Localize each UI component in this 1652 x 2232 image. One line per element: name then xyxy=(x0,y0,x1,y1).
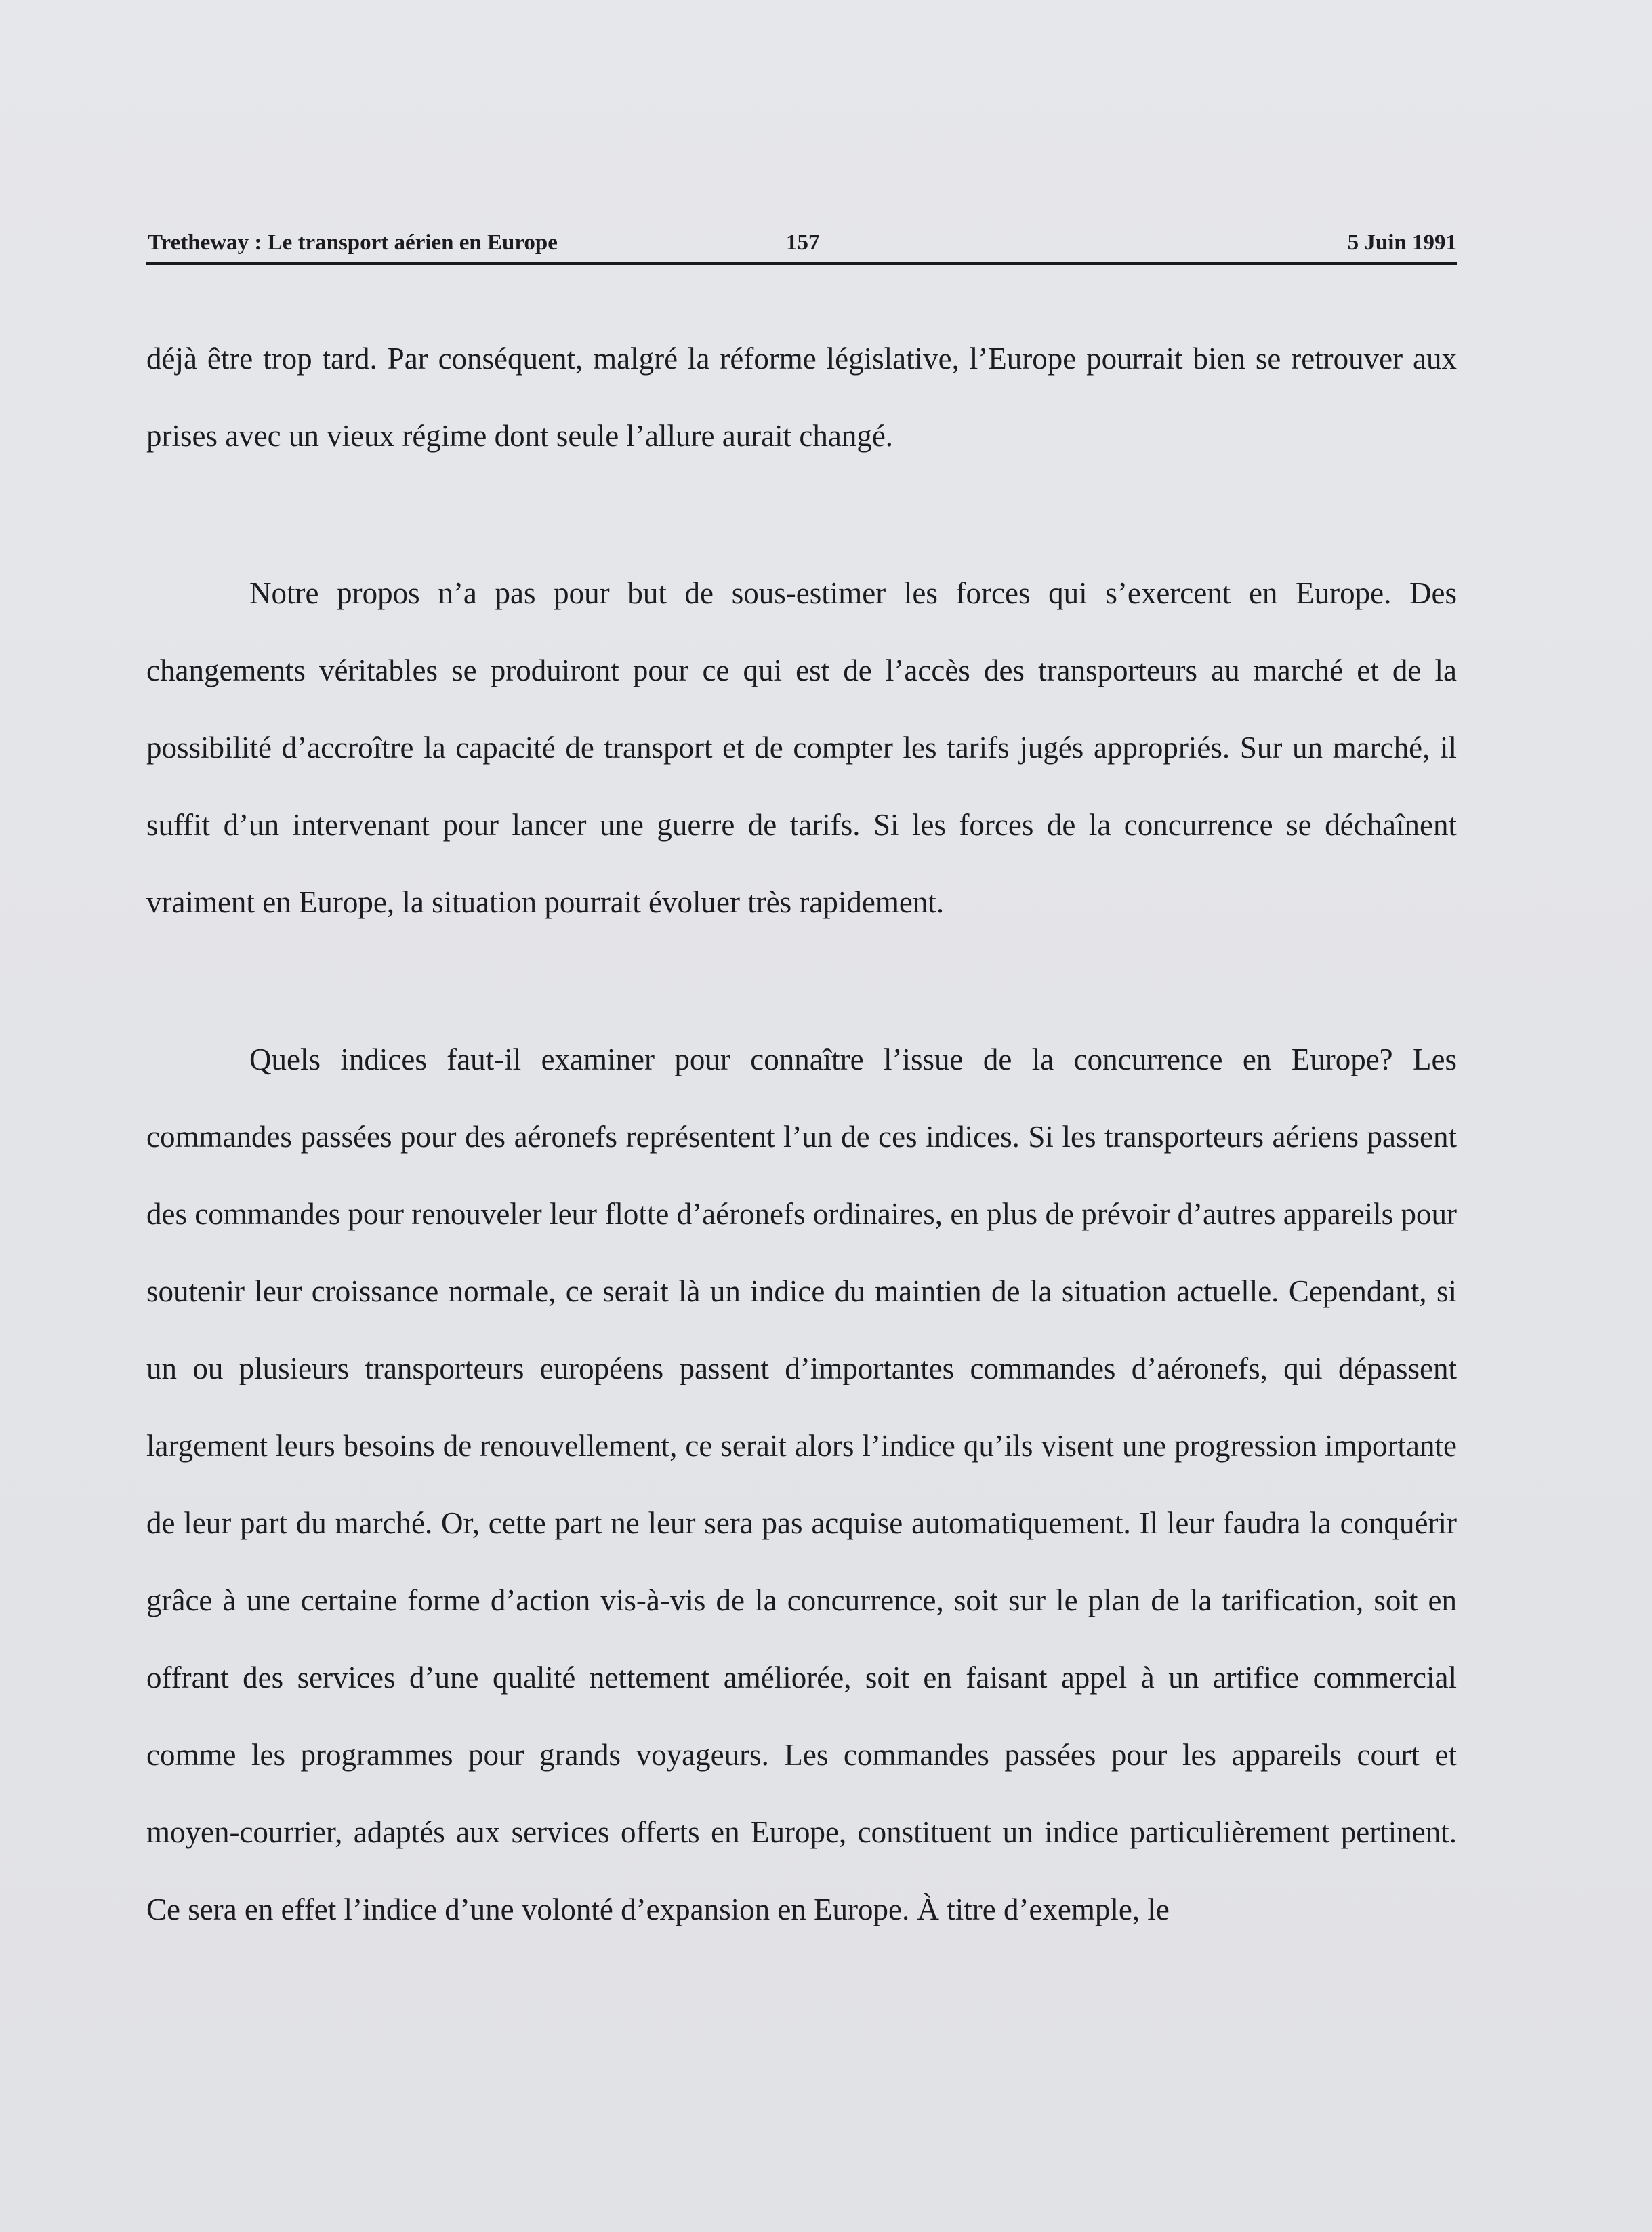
paragraph-3: Quels indices faut-il examiner pour connaître l’issue de la concurrence en Europe? Les commandes passées pour des aéronefs représentent l’un de ces indices. Si les transporteurs aériens passent des commandes pour renouveler leur flotte d’aéronefs ordinaires, en plus de prévoir d’autres appareils pour soutenir leur croissance normale, ce serait là un indice du maintien de la situation actuelle. Cependant, si un ou plusieurs transporteurs européens passent d’importantes commandes d’aéronefs, qui dépassent largement leurs besoins de renouvellement, ce serait alors l’indice qu’ils visent une progression importante de leur part du marché. Or, cette part ne leur sera pas acquise automatiquement. Il leur faudra la conquérir grâce à une certaine forme d’action vis-à-vis de la concurrence, soit sur le plan de la tarification, soit en offrant des services d’une qualité nettement améliorée, soit en faisant appel à un artifice commercial comme les programmes pour grands voyageurs. Les commandes passées pour les appareils court et moyen-courrier, adaptés aux services offerts en Europe, constituent un indice particulièrement pertinent. Ce sera en effet l’indice d’une volonté d’expansion en Europe. À titre d’exemple, le xyxy=(146,1042,1457,1926)
header-date: 5 Juin 1991 xyxy=(1347,230,1457,255)
running-header xyxy=(146,224,1457,265)
page-number: 157 xyxy=(786,230,820,255)
paragraph-2: Notre propos n’a pas pour but de sous-estimer les forces qui s’exercent en Europe. Des changements véritables se produiront pour ce qui est de l’accès des transporteurs au marché et de la possibilité d’accroître la capacité de transport et de compter les tarifs jugés appropriés. Sur un marché, il suffit d’un intervenant pour lancer une guerre de tarifs. Si les forces de la concurrence se déchaînent vraiment en Europe, la situation pourrait évoluer très rapidement. xyxy=(146,576,1457,919)
running-title: Tretheway : Le transport aérien en Europe xyxy=(148,230,558,255)
paragraph-1: déjà être trop tard. Par conséquent, malgré la réforme législative, l’Europe pourrait bien se retrouver aux prises avec un vieux régime dont seule l’allure aurait changé. xyxy=(146,342,1457,453)
body-text xyxy=(146,320,1457,1948)
